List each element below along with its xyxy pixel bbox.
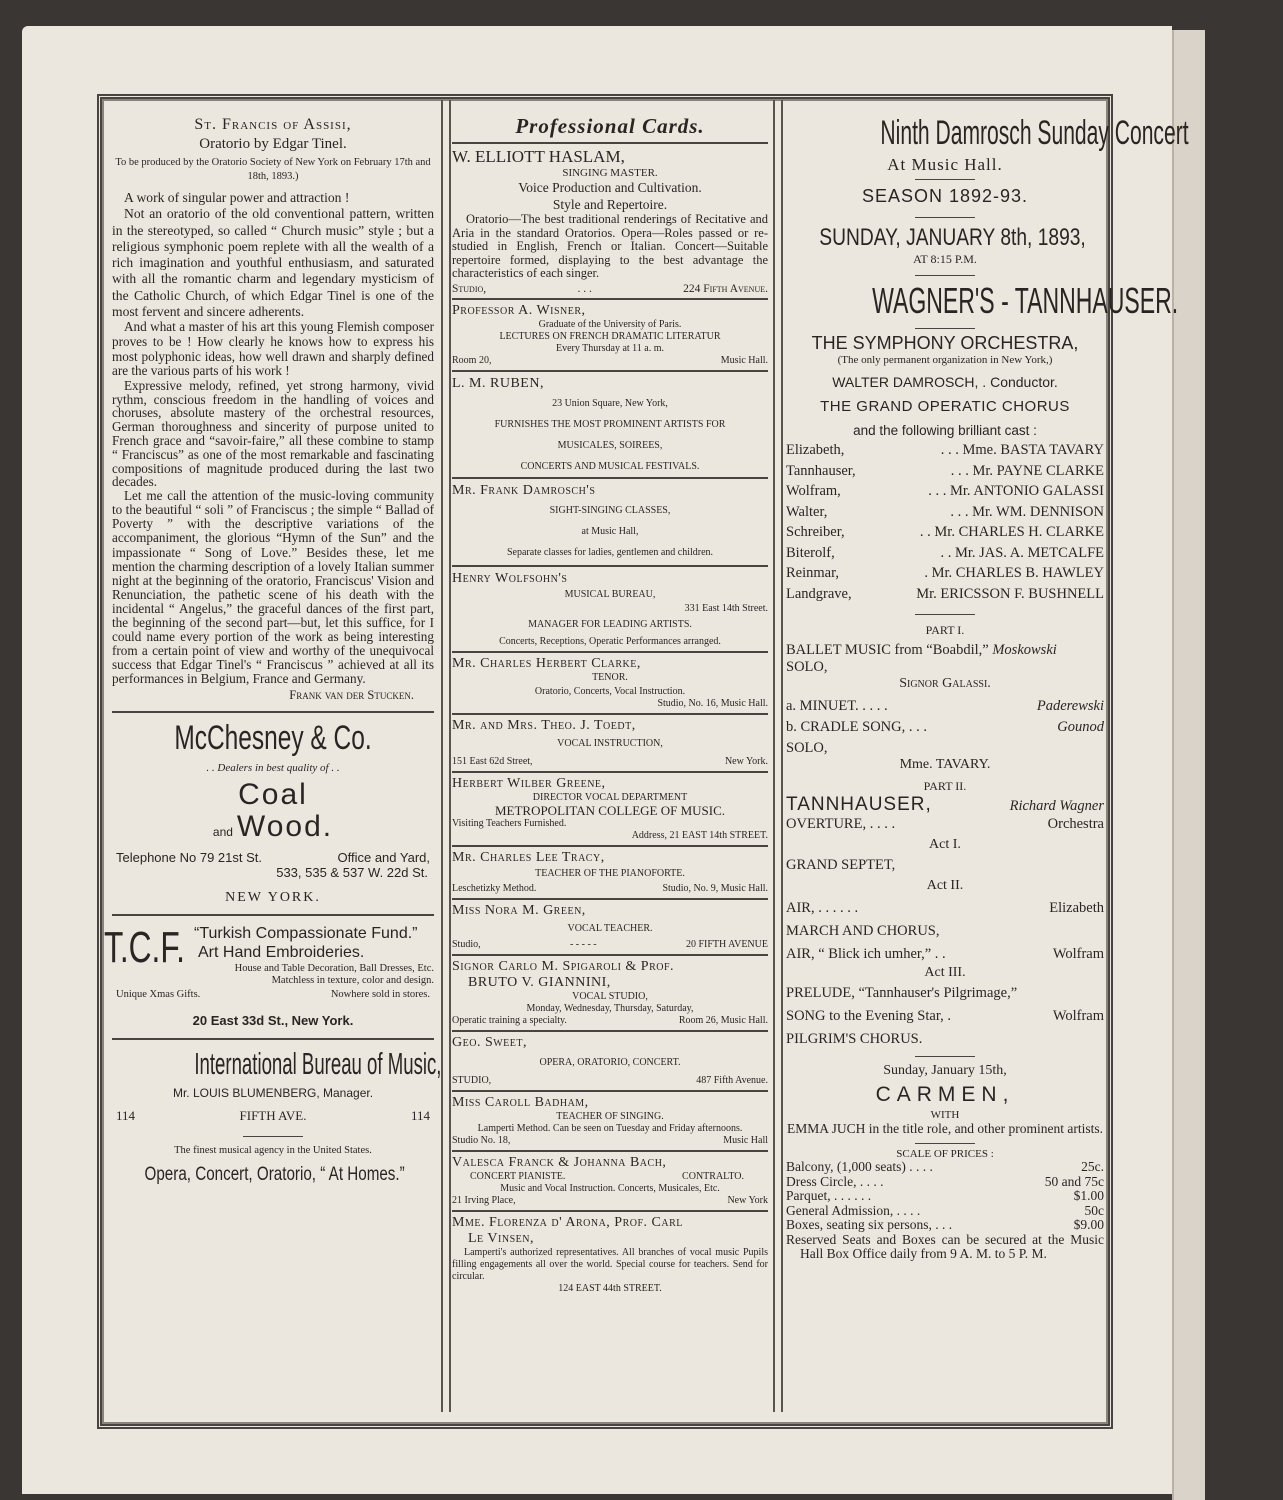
ibm-manager: Mr. LOUIS BLUMENBERG, Manager. [172,1086,374,1101]
cast-role: Elizabeth, [786,442,845,458]
card-wolfsohn [452,571,768,648]
divider [112,711,434,713]
price-list [786,1160,1104,1233]
price-value: $1.00 [1073,1188,1104,1203]
divider [452,651,768,653]
mcchesney-and: and [212,825,233,840]
divider [452,771,768,773]
concert-date: SUNDAY, JANUARY 8th, 1893, [819,224,1086,251]
price-value: 25c. [1081,1159,1104,1174]
card-green: Miss Nora M. Green, VOCAL TEACHER. Studio, - - - - - 20 FIFTH AVENUE [452,902,768,950]
card-line: METROPOLITAN COLLEGE OF MUSIC. [494,802,726,818]
card-line: OPERA, ORATORIO, CONCERT. [539,1056,681,1068]
card-left: 151 East 62d Street, [452,755,533,767]
program-performer: Wolfram [1052,946,1104,962]
short-rule [915,217,975,218]
cast-singer: Mr. ERICSSON F. BUSHNELL [916,585,1104,602]
card-right: 487 Fifth Avenue. [696,1074,768,1086]
card-left: Room 20, [452,354,492,366]
price-seat: Dress Circle, . . . . [786,1173,884,1189]
divider [452,1030,768,1032]
card-line: FURNISHES THE MOST PROMINENT ARTISTS FOR [494,418,726,430]
column-professional-cards [452,100,768,1412]
card-name: Mr. Charles Lee Tracy, [452,849,605,865]
article-signature: Frank van der Stucken. [289,688,414,703]
program-item: b. CRADLE SONG, . . . [786,719,927,735]
short-rule [915,275,975,276]
card-right: Studio, No. 9, Music Hall. [662,882,768,894]
cast-singer: . . Mr. JAS. A. METCALFE [940,544,1104,561]
card-line: TEACHER OF THE PIANOFORTE. [535,867,685,879]
act-heading: Act I. [929,837,961,852]
tcf-right: Nowhere sold in stores. [330,989,430,1001]
mcchesney-name: McChesney & Co. [174,719,372,758]
price-row [786,1175,1104,1190]
card-line: Every Thursday at 11 a. m. [555,342,665,354]
cast-row [786,524,1104,545]
price-seat: Parquet, . . . . . . [786,1188,872,1203]
cast-singer: . . . Mme. BASTA TAVARY [940,442,1104,458]
cast-role: Walter, [786,503,828,520]
program-item: SONG to the Evening Star, . [786,1008,951,1024]
card-left: CONCERT PIANISTE. [470,1170,566,1182]
divider [452,845,768,847]
program-performer: Orchestra [1047,816,1104,832]
cast-singer: . . . Mr. WM. DENNISON [950,503,1104,520]
cast-row [786,565,1104,586]
short-rule [915,1143,975,1144]
card-line: VOCAL INSTRUCTION, [557,737,663,749]
program-item: AIR, . . . . . . [786,900,859,916]
card-name: W. ELLIOTT HASLAM, [452,147,625,166]
divider [452,954,768,956]
card-body: Oratorio—The best traditional renderings of Recitative and Aria in the standard Oratorios. Opera—Roles passed or re-studied in English, French or Italian. Concert—Suitable repertoire formed, displaying to the best advantage the characteristics of each singer. [452,212,768,280]
card-line: TENOR. [592,671,628,683]
prices-title: SCALE OF PRICES : [896,1148,994,1160]
card-badham [452,1095,768,1147]
card-line: SIGHT-SINGING CLASSES, [549,504,671,516]
ad-mcchesney [112,719,434,906]
card-line: VOCAL STUDIO, [572,990,648,1002]
card-line: Lamperti Method. Can be seen on Tuesday and Friday afternoons. [477,1122,743,1134]
divider [452,898,768,900]
short-rule [915,179,975,180]
cast-row [786,545,1104,566]
concert-opera: WAGNER'S - TANNHAUSER. [872,280,1179,321]
card-line: 23 Union Square, New York, [552,397,668,409]
card-line: Studio, No. 16, Music Hall. [657,697,768,709]
conductor: WALTER DAMROSCH, . Conductor. [832,374,1058,390]
card-dots: . . . [577,282,592,295]
next-cast: EMMA JUCH in the title role, and other prominent artists. [786,1121,1104,1136]
cards-heading: Professional Cards. [515,114,705,138]
ad-international-bureau [112,1046,442,1186]
card-name: Mr. Frank Damrosch's [452,482,596,498]
card-right: CONTRALTO. [682,1170,744,1182]
program-item: GRAND SEPTET, [786,857,896,873]
card-line: Style and Repertoire. [552,197,668,212]
card-line: 331 East 14th Street. [684,602,768,614]
article-paragraph: Expressive melody, refined, yet strong harmony, vivid rythm, conscious freedom in the handling of voices and choruses, absolute mastery of the orchestral resources, German thoroughness and sincerity of purpose united to French grace and “savoir-faire,” all these combine to stamp “ Franciscus” as one of the most remarkable and fascinating compositions of magnitude produced during the last two decades. [112,377,434,490]
article-subtitle: Oratorio by Edgar Tinel. [199,136,347,152]
next-page-edge [1172,30,1205,1500]
card-left: Studio, [452,938,481,950]
price-value: 50c [1084,1202,1104,1218]
program-performer: Elizabeth [1049,900,1104,916]
cast-role: Reinmar, [786,565,839,581]
price-seat: Boxes, seating six persons, . . . [786,1217,953,1232]
article-st-francis [112,116,434,703]
card-name: Mr. Charles Herbert Clarke, [452,655,641,671]
card-name: Professor A. Wisner, [452,302,586,318]
article-title: St. Francis of Assisi, [194,116,352,133]
concert-time: AT 8:15 P.M. [913,252,977,266]
price-row [786,1204,1104,1219]
card-name: Mme. Florenza d' Arona, Prof. Carl [452,1214,683,1230]
article-note: To be produced by the Oratorio Society of New York on February 17th and 18th, 1893.) [115,157,431,182]
next-with: WITH [930,1109,960,1121]
program-item: SOLO, [786,659,828,675]
price-row [786,1160,1104,1175]
program-composer: Gounod [1057,719,1104,735]
divider [452,298,768,300]
cast-singer: . . . Mr. ANTONIO GALASSI [928,483,1104,499]
ad-tcf [104,919,434,1013]
short-rule [915,328,975,329]
tcf-address: 20 East 33d St., New York. [192,1013,354,1029]
card-name-2: BRUTO V. GIANNINI, [468,974,611,990]
divider [452,1090,768,1092]
short-rule [915,1056,975,1057]
column-concert-program [786,100,1189,1412]
program-composer: Paderewski [1036,698,1104,714]
card-line: Lamperti's authorized representatives. All branches of vocal music Pupils filling engagements all over the world. Special course for teachers. Send for circular. [452,1246,768,1282]
cast-role: Schreiber, [786,524,845,540]
card-name: Signor Carlo M. Spigaroli & Prof. [452,958,675,974]
cast-singer: . Mr. CHARLES B. HAWLEY [924,565,1104,581]
card-left: STUDIO, [452,1074,492,1086]
card-name: Mr. and Mrs. Theo. J. Toedt, [452,717,636,733]
tcf-logo: T.C.F. [104,923,185,973]
divider [452,1150,768,1152]
tcf-headline: Art Hand Embroideries. [198,944,365,962]
divider [452,713,768,715]
orchestra: THE SYMPHONY ORCHESTRA, [811,333,1079,353]
divider [452,477,768,479]
card-line: Oratorio, Concerts, Vocal Instruction. [534,685,686,697]
price-row [786,1189,1104,1204]
card-name: L. M. RUBEN, [452,375,544,391]
program-composer: Moskowski [992,642,1057,658]
card-name: Valesca Franck & Johanna Bach, [452,1154,667,1170]
card-right: Music Hall. [720,354,768,366]
next-date: Sunday, January 15th, [883,1063,1007,1078]
card-greene [452,776,768,842]
card-ruben [452,376,768,473]
act-heading: Act III. [924,965,966,980]
mcchesney-address: 533, 535 & 537 W. 22d St. [276,865,428,881]
divider [452,565,768,567]
divider [112,914,434,916]
program-composer: Richard Wagner [1009,798,1104,814]
price-value: $9.00 [1073,1217,1104,1232]
card-right: New York. [724,755,768,767]
program-item: a. MINUET. . . . . [786,698,888,714]
orchestra-note: (The only permanent organization in New York,) [837,354,1053,366]
article-paragraph: Not an oratorio of the old conventional pattern, written in the stereotyped, so called “ Church music” style ; but a religious symphonic poem replete with all the wealth of a rich imagination and youthful enthusiasm, and saturated with all the romantic charm and legendary mysticism of the Catholic Church, of which Edgar Tinel is one of the most fervent and sincere adherents. [112,206,434,320]
card-wisner [452,303,768,367]
reserved-note: Reserved Seats and Boxes can be secured at the Music Hall Box Office daily from 9 A. M. to 5 P. M. [786,1231,1104,1261]
divider [112,1038,434,1040]
mcchesney-telephone: Telephone No 79 21st St. [116,850,262,866]
column-rule-right [773,100,783,1412]
short-rule [243,1136,303,1137]
program-performer: Mme. TAVARY. [899,757,991,772]
card-left: Studio, [452,282,487,295]
divider [452,370,768,372]
mcchesney-wood: Wood. [236,810,334,844]
mcchesney-tagline: . . Dealers in best quality of . . [206,762,340,775]
act-heading: Act II. [926,878,964,893]
ibm-tagline: The finest musical agency in the United States. [174,1145,372,1157]
card-name: Miss Nora M. Green, [452,902,586,918]
column-rule-left [441,100,451,1412]
card-line: MUSICAL BUREAU, [564,588,656,600]
card-line: LECTURES ON FRENCH DRAMATIC LITERATUR [499,330,721,342]
program-performer: Signor Galassi. [899,676,991,691]
program-item: BALLET MUSIC from “Boabdil,” [786,642,989,658]
card-right: 224 Fifth Avenue. [683,282,768,295]
cast-singer: . . Mr. CHARLES H. CLARKE [919,524,1104,540]
concert-season: SEASON 1892-93. [861,186,1029,206]
card-line: SINGING MASTER. [562,167,658,179]
ibm-street: FIFTH AVE. [239,1108,307,1124]
ibm-num-right: 114 [410,1108,430,1124]
card-right: 20 FIFTH AVENUE [685,938,768,950]
card-line: Monday, Wednesday, Thursday, Saturday, [526,1002,694,1014]
price-value: 50 and 75c [1044,1173,1104,1189]
mcchesney-coal: Coal [238,778,308,812]
cast-row [786,463,1104,484]
cast-role: Tannhauser, [786,462,856,479]
card-line: MUSICALES, SOIREES, [557,439,663,451]
card-left: 21 Irving Place, [452,1194,516,1206]
card-sweet [452,1035,768,1087]
card-right: Room 26, Music Hall. [678,1014,768,1026]
program-item: SOLO, [786,740,828,756]
program-item: MARCH AND CHORUS, [786,923,940,939]
cast-row [786,483,1104,504]
card-spigaroli [452,959,768,1027]
program-performer: Wolfram [1052,1008,1104,1024]
card-tracy [452,850,768,895]
part-two: PART II. [923,779,967,793]
cast-row [786,442,1104,463]
card-line: Graduate of the University of Paris. [538,318,682,330]
program-item: AIR, “ Blick ich umher,” . . [786,946,946,962]
card-name: Miss Caroll Badham, [452,1094,589,1110]
card-name-2: Le Vinsen, [468,1230,534,1246]
short-rule [915,614,975,615]
card-line: TEACHER OF SINGING. [556,1110,664,1122]
cast-role: Biterolf, [786,544,835,561]
cast-role: Landgrave, [786,585,852,602]
divider [452,142,768,144]
card-line: 124 EAST 44th STREET. [558,1282,662,1294]
article-paragraph: And what a master of his art this young Flemish composer proves to be ! How clearly he knows how to express his most polyphonic ideas, how well drawn and sharply defined are the various parts of his work ! [112,319,434,379]
card-line: MANAGER FOR LEADING ARTISTS. [528,618,692,630]
next-opera: CARMEN, [875,1083,1015,1106]
mcchesney-city: NEW YORK. [225,890,321,906]
ibm-services: Opera, Concert, Oratorio, “ At Homes.” [144,1164,405,1186]
tcf-name: “Turkish Compassionate Fund.” [194,925,418,943]
card-franck [452,1155,768,1207]
card-line: Music and Vocal Instruction. Concerts, Musicales, Etc. [500,1182,720,1194]
ibm-name: International Bureau of Music, [194,1046,442,1082]
card-right: New York [727,1194,768,1206]
part-one: PART I. [925,623,965,637]
article-paragraph: Let me call the attention of the music-loving community to the beautiful “ soli ” of Franciscus ; the simple “ Ballad of Poverty ” with the descriptive variations of the accompaniment, the glorious “Hymn of the Sun” and the impassionate “ Song of Love.” Besides these, let me mention the charming description of a lovely Italian summer night at the beginning of the oratorio, Franciscus' Vision and Renunciation, the pathetic scene of his death with the incidental “ Angelus,” the graceful dances of the first part, the beginning of the second part—but, let this suffice, for I could name every portion of the work as being interesting from a certain point of view and worthy of the unequivocal success that Edgar Tinel's “ Franciscus ” achieved at all its performances in Belgium, France and Germany. [112,488,434,687]
tcf-description: House and Table Decoration, Ball Dresses, Etc. Matchless in texture, color and design. [234,963,434,986]
ibm-num-left: 114 [116,1108,136,1124]
card-line: CONCERTS AND MUSICAL FESTIVALS. [520,460,700,472]
mcchesney-office: Office and Yard, [337,850,430,866]
column-left [104,100,442,1412]
cast-row [786,504,1104,525]
card-left: Operatic training a specialty. [452,1014,567,1026]
card-right: Music Hall [723,1134,768,1146]
card-name: Geo. Sweet, [452,1034,527,1050]
card-haslam [452,147,768,295]
card-left: Studio No. 18, [452,1134,511,1146]
card-name: Henry Wolfsohn's [452,570,568,586]
program-item: TANNHAUSER, [786,794,932,815]
concert-venue: At Music Hall. [887,155,1003,174]
program-item: OVERTURE, . . . . [786,816,896,832]
card-line: Separate classes for ladies, gentlemen and children. [506,546,714,558]
card-left: Leschetizky Method. [452,882,537,894]
cast-singer: . . . Mr. PAYNE CLARKE [950,462,1104,479]
article-paragraph: A work of singular power and attraction ! [124,190,350,205]
cast-role: Wolfram, [786,483,841,499]
card-line: Address, 21 EAST 14th STREET. [631,829,768,841]
price-row [786,1218,1104,1233]
card-name: Herbert Wilber Greene, [452,775,606,791]
card-toedt [452,718,768,768]
card-frank-damrosch [452,483,768,559]
tcf-left: Unique Xmas Gifts. [116,989,201,1001]
card-line: VOCAL TEACHER. [567,922,653,934]
card-line: DIRECTOR VOCAL DEPARTMENT [532,791,688,803]
program-item: PILGRIM'S CHORUS. [786,1031,923,1047]
cast-intro: and the following brilliant cast : [853,423,1037,438]
card-line: Visiting Teachers Furnished. [452,817,567,829]
cast-row [786,586,1104,607]
price-seat: Balcony, (1,000 seats) . . . . [786,1159,933,1174]
concert-title: Ninth Damrosch Sunday Concert [880,114,1189,152]
price-seat: General Admission, . . . . [786,1202,921,1218]
cast-list [786,442,1104,606]
card-line: Voice Production and Cultivation. [518,180,702,195]
card-arona [452,1215,768,1295]
program-item: PRELUDE, “Tannhauser's Pilgrimage,” [786,985,1018,1001]
card-clarke [452,656,768,710]
divider [452,1210,768,1212]
card-line: at Music Hall, [581,525,639,537]
chorus: THE GRAND OPERATIC CHORUS [820,398,1070,415]
card-line: Concerts, Receptions, Operatic Performances arranged. [499,635,721,647]
